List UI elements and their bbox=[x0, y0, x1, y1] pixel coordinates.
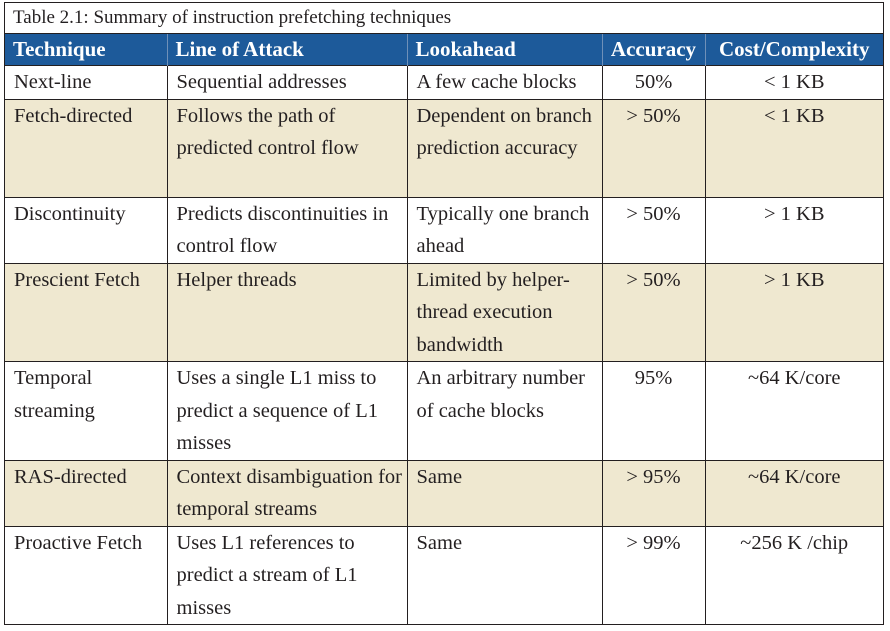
table-row bbox=[5, 66, 883, 100]
lookahead-cell: Same bbox=[407, 526, 602, 624]
technique-cell: Next-line bbox=[5, 66, 167, 100]
cost-cell: ~256 K /chip bbox=[705, 526, 883, 624]
technique-cell: RAS-directed bbox=[5, 460, 167, 526]
prefetching-techniques-table bbox=[5, 34, 883, 624]
lookahead-cell: A few cache blocks bbox=[407, 66, 602, 100]
lookahead-cell: Same bbox=[407, 460, 602, 526]
table-row bbox=[5, 263, 883, 362]
technique-cell: Fetch-directed bbox=[5, 99, 167, 197]
accuracy-cell: > 50% bbox=[602, 263, 705, 362]
accuracy-cell: > 50% bbox=[602, 99, 705, 197]
accuracy-cell: 50% bbox=[602, 66, 705, 100]
cost-cell: ~64 K/core bbox=[705, 460, 883, 526]
accuracy-cell: 95% bbox=[602, 362, 705, 461]
table-row bbox=[5, 526, 883, 624]
line-of-attack-cell: Context disambiguation for temporal streams bbox=[167, 460, 407, 526]
accuracy-cell: > 95% bbox=[602, 460, 705, 526]
lookahead-cell: An arbitrary number of cache blocks bbox=[407, 362, 602, 461]
cost-cell: < 1 KB bbox=[705, 66, 883, 100]
accuracy-cell: > 99% bbox=[602, 526, 705, 624]
header-technique: Technique bbox=[5, 34, 167, 66]
technique-cell: Proactive Fetch bbox=[5, 526, 167, 624]
header-accuracy: Accuracy bbox=[602, 34, 705, 66]
lookahead-cell: Dependent on branch prediction accuracy bbox=[407, 99, 602, 197]
line-of-attack-cell: Helper threads bbox=[167, 263, 407, 362]
table-caption: Table 2.1: Summary of instruction prefetching techniques bbox=[5, 3, 883, 34]
table-row bbox=[5, 362, 883, 461]
cost-cell: ~64 K/core bbox=[705, 362, 883, 461]
table-row bbox=[5, 460, 883, 526]
header-cost-complexity: Cost/Complexity bbox=[705, 34, 883, 66]
line-of-attack-cell: Uses L1 references to predict a stream of L1 misses bbox=[167, 526, 407, 624]
line-of-attack-cell: Predicts discontinuities in control flow bbox=[167, 197, 407, 263]
table-container bbox=[4, 2, 884, 625]
header-line-of-attack: Line of Attack bbox=[167, 34, 407, 66]
table-row bbox=[5, 99, 883, 197]
cost-cell: > 1 KB bbox=[705, 197, 883, 263]
lookahead-cell: Limited by helper-thread execution bandwidth bbox=[407, 263, 602, 362]
technique-cell: Prescient Fetch bbox=[5, 263, 167, 362]
header-lookahead: Lookahead bbox=[407, 34, 602, 66]
line-of-attack-cell: Follows the path of predicted control flow bbox=[167, 99, 407, 197]
cost-cell: < 1 KB bbox=[705, 99, 883, 197]
line-of-attack-cell: Sequential addresses bbox=[167, 66, 407, 100]
lookahead-cell: Typically one branch ahead bbox=[407, 197, 602, 263]
line-of-attack-cell: Uses a single L1 miss to predict a sequence of L1 misses bbox=[167, 362, 407, 461]
accuracy-cell: > 50% bbox=[602, 197, 705, 263]
technique-cell: Temporal streaming bbox=[5, 362, 167, 461]
header-row bbox=[5, 34, 883, 66]
cost-cell: > 1 KB bbox=[705, 263, 883, 362]
table-row bbox=[5, 197, 883, 263]
technique-cell: Discontinuity bbox=[5, 197, 167, 263]
